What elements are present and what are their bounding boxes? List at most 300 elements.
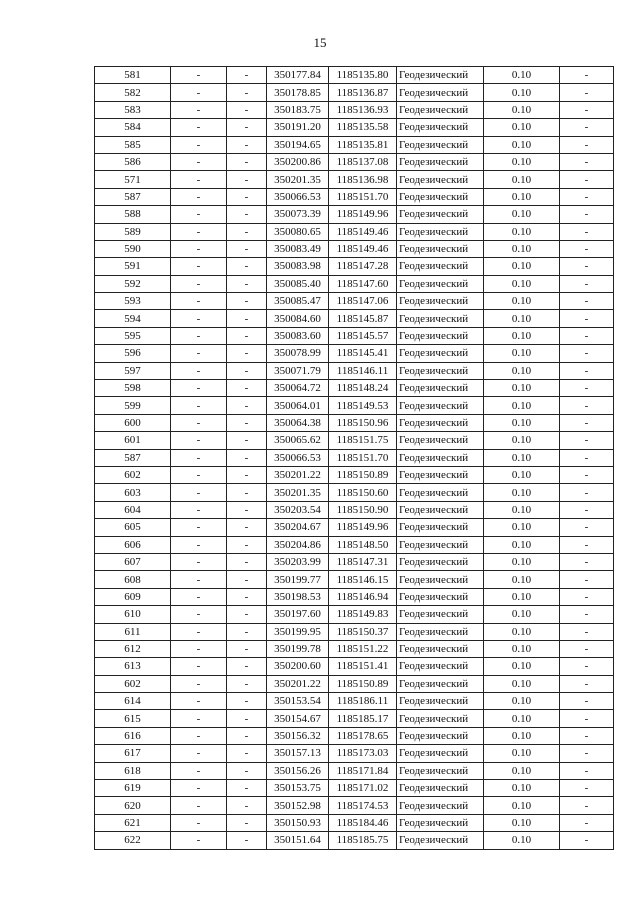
table-row [95,414,614,431]
note-cell: - [560,188,614,205]
accuracy-cell: 0.10 [484,588,560,605]
x-coordinate-cell: 350064.38 [267,414,329,431]
dash-cell-2: - [227,188,267,205]
x-coordinate-cell: 350201.35 [267,171,329,188]
table-row [95,362,614,379]
accuracy-cell: 0.10 [484,658,560,675]
accuracy-cell: 0.10 [484,136,560,153]
note-cell: - [560,223,614,240]
method-cell: Геодезический [397,84,484,101]
accuracy-cell: 0.10 [484,536,560,553]
method-cell: Геодезический [397,519,484,536]
point-number-cell: 615 [95,710,171,727]
accuracy-cell: 0.10 [484,449,560,466]
x-coordinate-cell: 350157.13 [267,745,329,762]
method-cell: Геодезический [397,780,484,797]
table-row [95,206,614,223]
dash-cell-2: - [227,571,267,588]
accuracy-cell: 0.10 [484,362,560,379]
table-row [95,623,614,640]
dash-cell-2: - [227,675,267,692]
y-coordinate-cell: 1185147.31 [329,553,397,570]
y-coordinate-cell: 1185174.53 [329,797,397,814]
accuracy-cell: 0.10 [484,501,560,518]
method-cell: Геодезический [397,797,484,814]
note-cell: - [560,814,614,831]
x-coordinate-cell: 350083.60 [267,327,329,344]
dash-cell-2: - [227,745,267,762]
method-cell: Геодезический [397,501,484,518]
method-cell: Геодезический [397,762,484,779]
x-coordinate-cell: 350203.54 [267,501,329,518]
accuracy-cell: 0.10 [484,623,560,640]
x-coordinate-cell: 350194.65 [267,136,329,153]
dash-cell-1: - [171,466,227,483]
note-cell: - [560,206,614,223]
dash-cell-2: - [227,345,267,362]
note-cell: - [560,675,614,692]
accuracy-cell: 0.10 [484,258,560,275]
dash-cell-1: - [171,536,227,553]
table-row [95,171,614,188]
dash-cell-2: - [227,432,267,449]
method-cell: Геодезический [397,571,484,588]
x-coordinate-cell: 350199.78 [267,640,329,657]
y-coordinate-cell: 1185151.75 [329,432,397,449]
point-number-cell: 596 [95,345,171,362]
point-number-cell: 609 [95,588,171,605]
note-cell: - [560,710,614,727]
method-cell: Геодезический [397,362,484,379]
table-row [95,588,614,605]
y-coordinate-cell: 1185150.89 [329,675,397,692]
x-coordinate-cell: 350156.32 [267,727,329,744]
point-number-cell: 603 [95,484,171,501]
dash-cell-2: - [227,293,267,310]
x-coordinate-cell: 350198.53 [267,588,329,605]
method-cell: Геодезический [397,327,484,344]
table-row [95,119,614,136]
accuracy-cell: 0.10 [484,797,560,814]
point-number-cell: 618 [95,762,171,779]
point-number-cell: 595 [95,327,171,344]
note-cell: - [560,536,614,553]
accuracy-cell: 0.10 [484,814,560,831]
method-cell: Геодезический [397,675,484,692]
method-cell: Геодезический [397,658,484,675]
accuracy-cell: 0.10 [484,780,560,797]
table-row [95,536,614,553]
point-number-cell: 592 [95,275,171,292]
dash-cell-1: - [171,67,227,84]
table-row [95,293,614,310]
table-row [95,658,614,675]
accuracy-cell: 0.10 [484,640,560,657]
table-row [95,640,614,657]
dash-cell-2: - [227,171,267,188]
method-cell: Геодезический [397,466,484,483]
y-coordinate-cell: 1185150.89 [329,466,397,483]
table-row [95,188,614,205]
table-row [95,832,614,849]
table-row [95,466,614,483]
dash-cell-2: - [227,275,267,292]
x-coordinate-cell: 350071.79 [267,362,329,379]
method-cell: Геодезический [397,745,484,762]
note-cell: - [560,84,614,101]
point-number-cell: 616 [95,727,171,744]
method-cell: Геодезический [397,240,484,257]
table-row [95,553,614,570]
note-cell: - [560,745,614,762]
dash-cell-1: - [171,606,227,623]
table-row [95,519,614,536]
point-number-cell: 602 [95,675,171,692]
note-cell: - [560,432,614,449]
note-cell: - [560,101,614,118]
y-coordinate-cell: 1185178.65 [329,727,397,744]
x-coordinate-cell: 350066.53 [267,449,329,466]
point-number-cell: 608 [95,571,171,588]
accuracy-cell: 0.10 [484,171,560,188]
accuracy-cell: 0.10 [484,310,560,327]
point-number-cell: 590 [95,240,171,257]
table-row [95,727,614,744]
x-coordinate-cell: 350153.54 [267,693,329,710]
table-row [95,240,614,257]
y-coordinate-cell: 1185148.50 [329,536,397,553]
x-coordinate-cell: 350204.67 [267,519,329,536]
dash-cell-2: - [227,101,267,118]
y-coordinate-cell: 1185145.87 [329,310,397,327]
accuracy-cell: 0.10 [484,693,560,710]
x-coordinate-cell: 350183.75 [267,101,329,118]
table-row [95,432,614,449]
y-coordinate-cell: 1185171.84 [329,762,397,779]
note-cell: - [560,449,614,466]
note-cell: - [560,571,614,588]
dash-cell-2: - [227,240,267,257]
accuracy-cell: 0.10 [484,84,560,101]
point-number-cell: 587 [95,188,171,205]
dash-cell-2: - [227,553,267,570]
note-cell: - [560,588,614,605]
dash-cell-2: - [227,484,267,501]
dash-cell-1: - [171,640,227,657]
y-coordinate-cell: 1185145.57 [329,327,397,344]
table-row [95,814,614,831]
x-coordinate-cell: 350200.60 [267,658,329,675]
note-cell: - [560,240,614,257]
dash-cell-1: - [171,814,227,831]
accuracy-cell: 0.10 [484,832,560,849]
accuracy-cell: 0.10 [484,553,560,570]
dash-cell-1: - [171,136,227,153]
dash-cell-1: - [171,101,227,118]
dash-cell-2: - [227,153,267,170]
table-row [95,101,614,118]
note-cell: - [560,293,614,310]
x-coordinate-cell: 350151.64 [267,832,329,849]
y-coordinate-cell: 1185145.41 [329,345,397,362]
dash-cell-1: - [171,171,227,188]
table-row [95,571,614,588]
point-number-cell: 581 [95,67,171,84]
method-cell: Геодезический [397,814,484,831]
accuracy-cell: 0.10 [484,727,560,744]
point-number-cell: 600 [95,414,171,431]
y-coordinate-cell: 1185185.75 [329,832,397,849]
point-number-cell: 614 [95,693,171,710]
dash-cell-2: - [227,588,267,605]
point-number-cell: 607 [95,553,171,570]
method-cell: Геодезический [397,536,484,553]
point-number-cell: 605 [95,519,171,536]
y-coordinate-cell: 1185149.53 [329,397,397,414]
method-cell: Геодезический [397,484,484,501]
note-cell: - [560,136,614,153]
dash-cell-1: - [171,345,227,362]
point-number-cell: 611 [95,623,171,640]
table-row [95,710,614,727]
dash-cell-1: - [171,727,227,744]
point-number-cell: 584 [95,119,171,136]
accuracy-cell: 0.10 [484,397,560,414]
dash-cell-2: - [227,814,267,831]
note-cell: - [560,693,614,710]
note-cell: - [560,345,614,362]
x-coordinate-cell: 350064.01 [267,397,329,414]
method-cell: Геодезический [397,553,484,570]
dash-cell-1: - [171,240,227,257]
x-coordinate-cell: 350154.67 [267,710,329,727]
table-row [95,84,614,101]
accuracy-cell: 0.10 [484,675,560,692]
dash-cell-1: - [171,553,227,570]
dash-cell-2: - [227,119,267,136]
dash-cell-2: - [227,658,267,675]
dash-cell-2: - [227,67,267,84]
point-number-cell: 586 [95,153,171,170]
table-row [95,501,614,518]
x-coordinate-cell: 350191.20 [267,119,329,136]
point-number-cell: 593 [95,293,171,310]
accuracy-cell: 0.10 [484,466,560,483]
x-coordinate-cell: 350177.84 [267,67,329,84]
method-cell: Геодезический [397,588,484,605]
point-number-cell: 599 [95,397,171,414]
point-number-cell: 622 [95,832,171,849]
dash-cell-1: - [171,710,227,727]
y-coordinate-cell: 1185147.28 [329,258,397,275]
table-row [95,275,614,292]
table-row [95,258,614,275]
dash-cell-1: - [171,258,227,275]
dash-cell-1: - [171,310,227,327]
x-coordinate-cell: 350065.62 [267,432,329,449]
note-cell: - [560,797,614,814]
method-cell: Геодезический [397,153,484,170]
point-number-cell: 612 [95,640,171,657]
dash-cell-2: - [227,693,267,710]
x-coordinate-cell: 350085.40 [267,275,329,292]
x-coordinate-cell: 350199.95 [267,623,329,640]
dash-cell-2: - [227,362,267,379]
dash-cell-2: - [227,397,267,414]
point-number-cell: 589 [95,223,171,240]
y-coordinate-cell: 1185146.15 [329,571,397,588]
method-cell: Геодезический [397,606,484,623]
dash-cell-2: - [227,206,267,223]
accuracy-cell: 0.10 [484,119,560,136]
dash-cell-1: - [171,293,227,310]
dash-cell-1: - [171,658,227,675]
dash-cell-2: - [227,223,267,240]
point-number-cell: 620 [95,797,171,814]
point-number-cell: 585 [95,136,171,153]
y-coordinate-cell: 1185135.58 [329,119,397,136]
x-coordinate-cell: 350085.47 [267,293,329,310]
note-cell: - [560,780,614,797]
y-coordinate-cell: 1185150.37 [329,623,397,640]
point-number-cell: 610 [95,606,171,623]
dash-cell-2: - [227,762,267,779]
y-coordinate-cell: 1185151.70 [329,449,397,466]
point-number-cell: 597 [95,362,171,379]
x-coordinate-cell: 350078.99 [267,345,329,362]
table-row [95,745,614,762]
y-coordinate-cell: 1185148.24 [329,380,397,397]
y-coordinate-cell: 1185151.22 [329,640,397,657]
dash-cell-1: - [171,414,227,431]
dash-cell-2: - [227,797,267,814]
accuracy-cell: 0.10 [484,432,560,449]
x-coordinate-cell: 350203.99 [267,553,329,570]
x-coordinate-cell: 350201.35 [267,484,329,501]
table-row [95,67,614,84]
point-number-cell: 588 [95,206,171,223]
table-row [95,449,614,466]
dash-cell-1: - [171,832,227,849]
dash-cell-2: - [227,519,267,536]
y-coordinate-cell: 1185136.98 [329,171,397,188]
x-coordinate-cell: 350064.72 [267,380,329,397]
y-coordinate-cell: 1185150.90 [329,501,397,518]
dash-cell-1: - [171,119,227,136]
x-coordinate-cell: 350150.93 [267,814,329,831]
dash-cell-1: - [171,693,227,710]
accuracy-cell: 0.10 [484,153,560,170]
y-coordinate-cell: 1185184.46 [329,814,397,831]
note-cell: - [560,67,614,84]
y-coordinate-cell: 1185149.96 [329,519,397,536]
y-coordinate-cell: 1185147.60 [329,275,397,292]
x-coordinate-cell: 350200.86 [267,153,329,170]
note-cell: - [560,310,614,327]
dash-cell-1: - [171,449,227,466]
note-cell: - [560,640,614,657]
dash-cell-1: - [171,327,227,344]
table-row [95,606,614,623]
y-coordinate-cell: 1185185.17 [329,710,397,727]
y-coordinate-cell: 1185151.70 [329,188,397,205]
dash-cell-2: - [227,832,267,849]
dash-cell-1: - [171,153,227,170]
dash-cell-2: - [227,258,267,275]
dash-cell-1: - [171,380,227,397]
x-coordinate-cell: 350066.53 [267,188,329,205]
y-coordinate-cell: 1185149.46 [329,240,397,257]
method-cell: Геодезический [397,258,484,275]
dash-cell-2: - [227,466,267,483]
dash-cell-2: - [227,710,267,727]
y-coordinate-cell: 1185146.11 [329,362,397,379]
dash-cell-1: - [171,275,227,292]
accuracy-cell: 0.10 [484,293,560,310]
note-cell: - [560,832,614,849]
accuracy-cell: 0.10 [484,762,560,779]
method-cell: Геодезический [397,414,484,431]
accuracy-cell: 0.10 [484,710,560,727]
dash-cell-2: - [227,327,267,344]
table-row [95,797,614,814]
point-number-cell: 582 [95,84,171,101]
method-cell: Геодезический [397,275,484,292]
dash-cell-2: - [227,536,267,553]
note-cell: - [560,519,614,536]
accuracy-cell: 0.10 [484,519,560,536]
note-cell: - [560,327,614,344]
point-number-cell: 613 [95,658,171,675]
dash-cell-1: - [171,588,227,605]
note-cell: - [560,606,614,623]
accuracy-cell: 0.10 [484,101,560,118]
method-cell: Геодезический [397,397,484,414]
y-coordinate-cell: 1185136.93 [329,101,397,118]
dash-cell-1: - [171,432,227,449]
accuracy-cell: 0.10 [484,345,560,362]
dash-cell-2: - [227,606,267,623]
point-number-cell: 583 [95,101,171,118]
x-coordinate-cell: 350080.65 [267,223,329,240]
dash-cell-2: - [227,414,267,431]
dash-cell-1: - [171,780,227,797]
x-coordinate-cell: 350201.22 [267,466,329,483]
y-coordinate-cell: 1185186.11 [329,693,397,710]
point-number-cell: 606 [95,536,171,553]
dash-cell-2: - [227,136,267,153]
x-coordinate-cell: 350197.60 [267,606,329,623]
accuracy-cell: 0.10 [484,275,560,292]
dash-cell-2: - [227,780,267,797]
y-coordinate-cell: 1185147.06 [329,293,397,310]
dash-cell-2: - [227,501,267,518]
note-cell: - [560,501,614,518]
note-cell: - [560,484,614,501]
note-cell: - [560,414,614,431]
x-coordinate-cell: 350083.98 [267,258,329,275]
accuracy-cell: 0.10 [484,206,560,223]
x-coordinate-cell: 350083.49 [267,240,329,257]
dash-cell-2: - [227,640,267,657]
note-cell: - [560,119,614,136]
point-number-cell: 617 [95,745,171,762]
method-cell: Геодезический [397,345,484,362]
accuracy-cell: 0.10 [484,223,560,240]
method-cell: Геодезический [397,119,484,136]
method-cell: Геодезический [397,67,484,84]
accuracy-cell: 0.10 [484,240,560,257]
